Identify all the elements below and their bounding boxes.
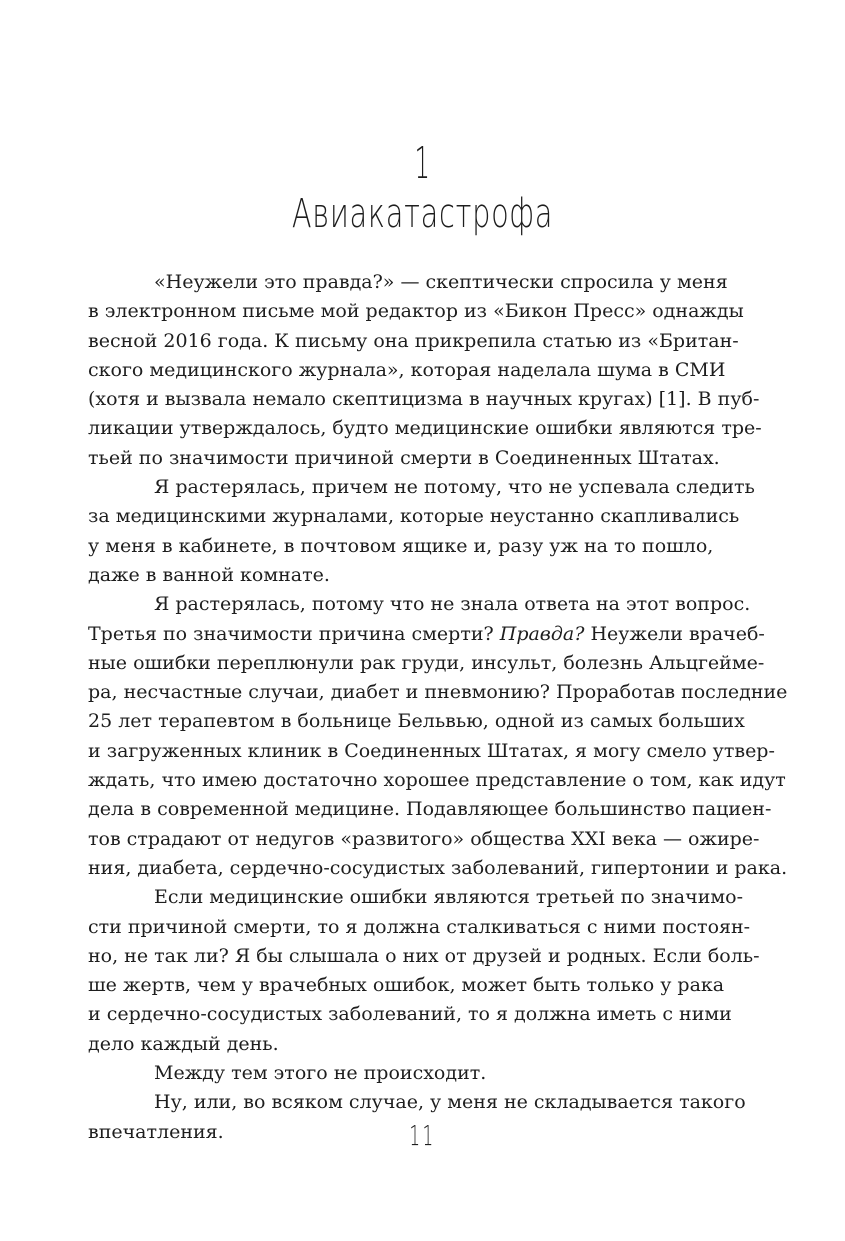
text-line: Ну, или, во всяком случае, у меня не складывается такого bbox=[154, 1091, 746, 1114]
text-line: тов страдают от недугов «развитого» общества XXI века — ожире- bbox=[88, 827, 760, 850]
paragraph-1 bbox=[88, 268, 762, 473]
text-segment: Неужели врачеб- bbox=[590, 622, 765, 645]
text-line: за медицинскими журналами, которые неустанно скапливались bbox=[88, 505, 740, 528]
text-line: Я растерялась, потому что не знала ответа на этот вопрос. bbox=[154, 593, 751, 616]
body-text bbox=[88, 268, 788, 1147]
text-line: ше жертв, чем у врачебных ошибок, может быть только у рака bbox=[88, 974, 725, 997]
text-line-mixed bbox=[88, 620, 765, 649]
text-line: дела в современной медицине. Подавляющее большинство пациен- bbox=[88, 798, 772, 821]
text-line: у меня в кабинете, в почтовом ящике и, разу уж на то пошло, bbox=[88, 534, 714, 557]
text-line: Между тем этого не происходит. bbox=[154, 1062, 487, 1085]
emphasis-text: Правда? bbox=[499, 622, 585, 645]
text-line: даже в ванной комнате. bbox=[88, 563, 330, 586]
text-line: ния, диабета, сердечно-сосудистых заболеваний, гипертонии и рака. bbox=[88, 856, 788, 879]
text-line: ждать, что имею достаточно хорошее представление о том, как идут bbox=[88, 769, 786, 792]
paragraph-2 bbox=[88, 473, 755, 590]
text-line: Если медицинские ошибки являются третьей по значимо- bbox=[154, 886, 743, 909]
text-line: ные ошибки переплюнули рак груди, инсульт, болезнь Альцгейме- bbox=[88, 651, 765, 674]
text-line: но, не так ли? Я бы слышала о них от друзей и родных. Если боль- bbox=[88, 944, 760, 967]
text-line: сти причиной смерти, то я должна сталкиваться с ними постоян- bbox=[88, 915, 751, 938]
text-line: «Неужели это правда?» — скептически спросила у меня bbox=[154, 271, 728, 293]
text-line: ского медицинского журнала», которая наделала шума в СМИ bbox=[88, 358, 726, 381]
chapter-number: 1 bbox=[414, 138, 431, 189]
paragraph-5 bbox=[88, 1059, 702, 1088]
text-line: впечатления. bbox=[88, 1120, 224, 1143]
text-line: (хотя и вызвала немало скептицизма в научных кругах) [1]. В пуб- bbox=[88, 388, 760, 411]
text-line: и сердечно-сосудистых заболеваний, то я должна иметь с ними bbox=[88, 1003, 732, 1026]
paragraph-4 bbox=[88, 883, 760, 1059]
text-line: и загруженных клиник в Соединенных Штатах, я могу смело утвер- bbox=[88, 739, 775, 762]
text-segment: Третья по значимости причина смерти? bbox=[88, 622, 494, 645]
text-line: тьей по значимости причиной смерти в Соединенных Штатах. bbox=[88, 446, 720, 469]
text-line: 25 лет терапевтом в больнице Бельвью, одной из самых больших bbox=[88, 710, 745, 733]
text-line: ра, несчастные случаи, диабет и пневмонию? Проработав последние bbox=[88, 681, 788, 704]
paragraph-3 bbox=[88, 590, 788, 883]
text-line: весной 2016 года. К письму она прикрепила статью из «Британ- bbox=[88, 329, 739, 352]
text-line: в электронном письме мой редактор из «Бикон Пресс» однажды bbox=[88, 300, 744, 323]
text-line: ликации утверждалось, будто медицинские ошибки являются тре- bbox=[88, 417, 762, 440]
chapter-title: Авиакатастрофа bbox=[291, 191, 554, 237]
text-line: Я растерялась, причем не потому, что не успевала следить bbox=[154, 476, 755, 499]
text-line: дело каждый день. bbox=[88, 1032, 279, 1055]
page-number: 11 bbox=[409, 1119, 436, 1152]
